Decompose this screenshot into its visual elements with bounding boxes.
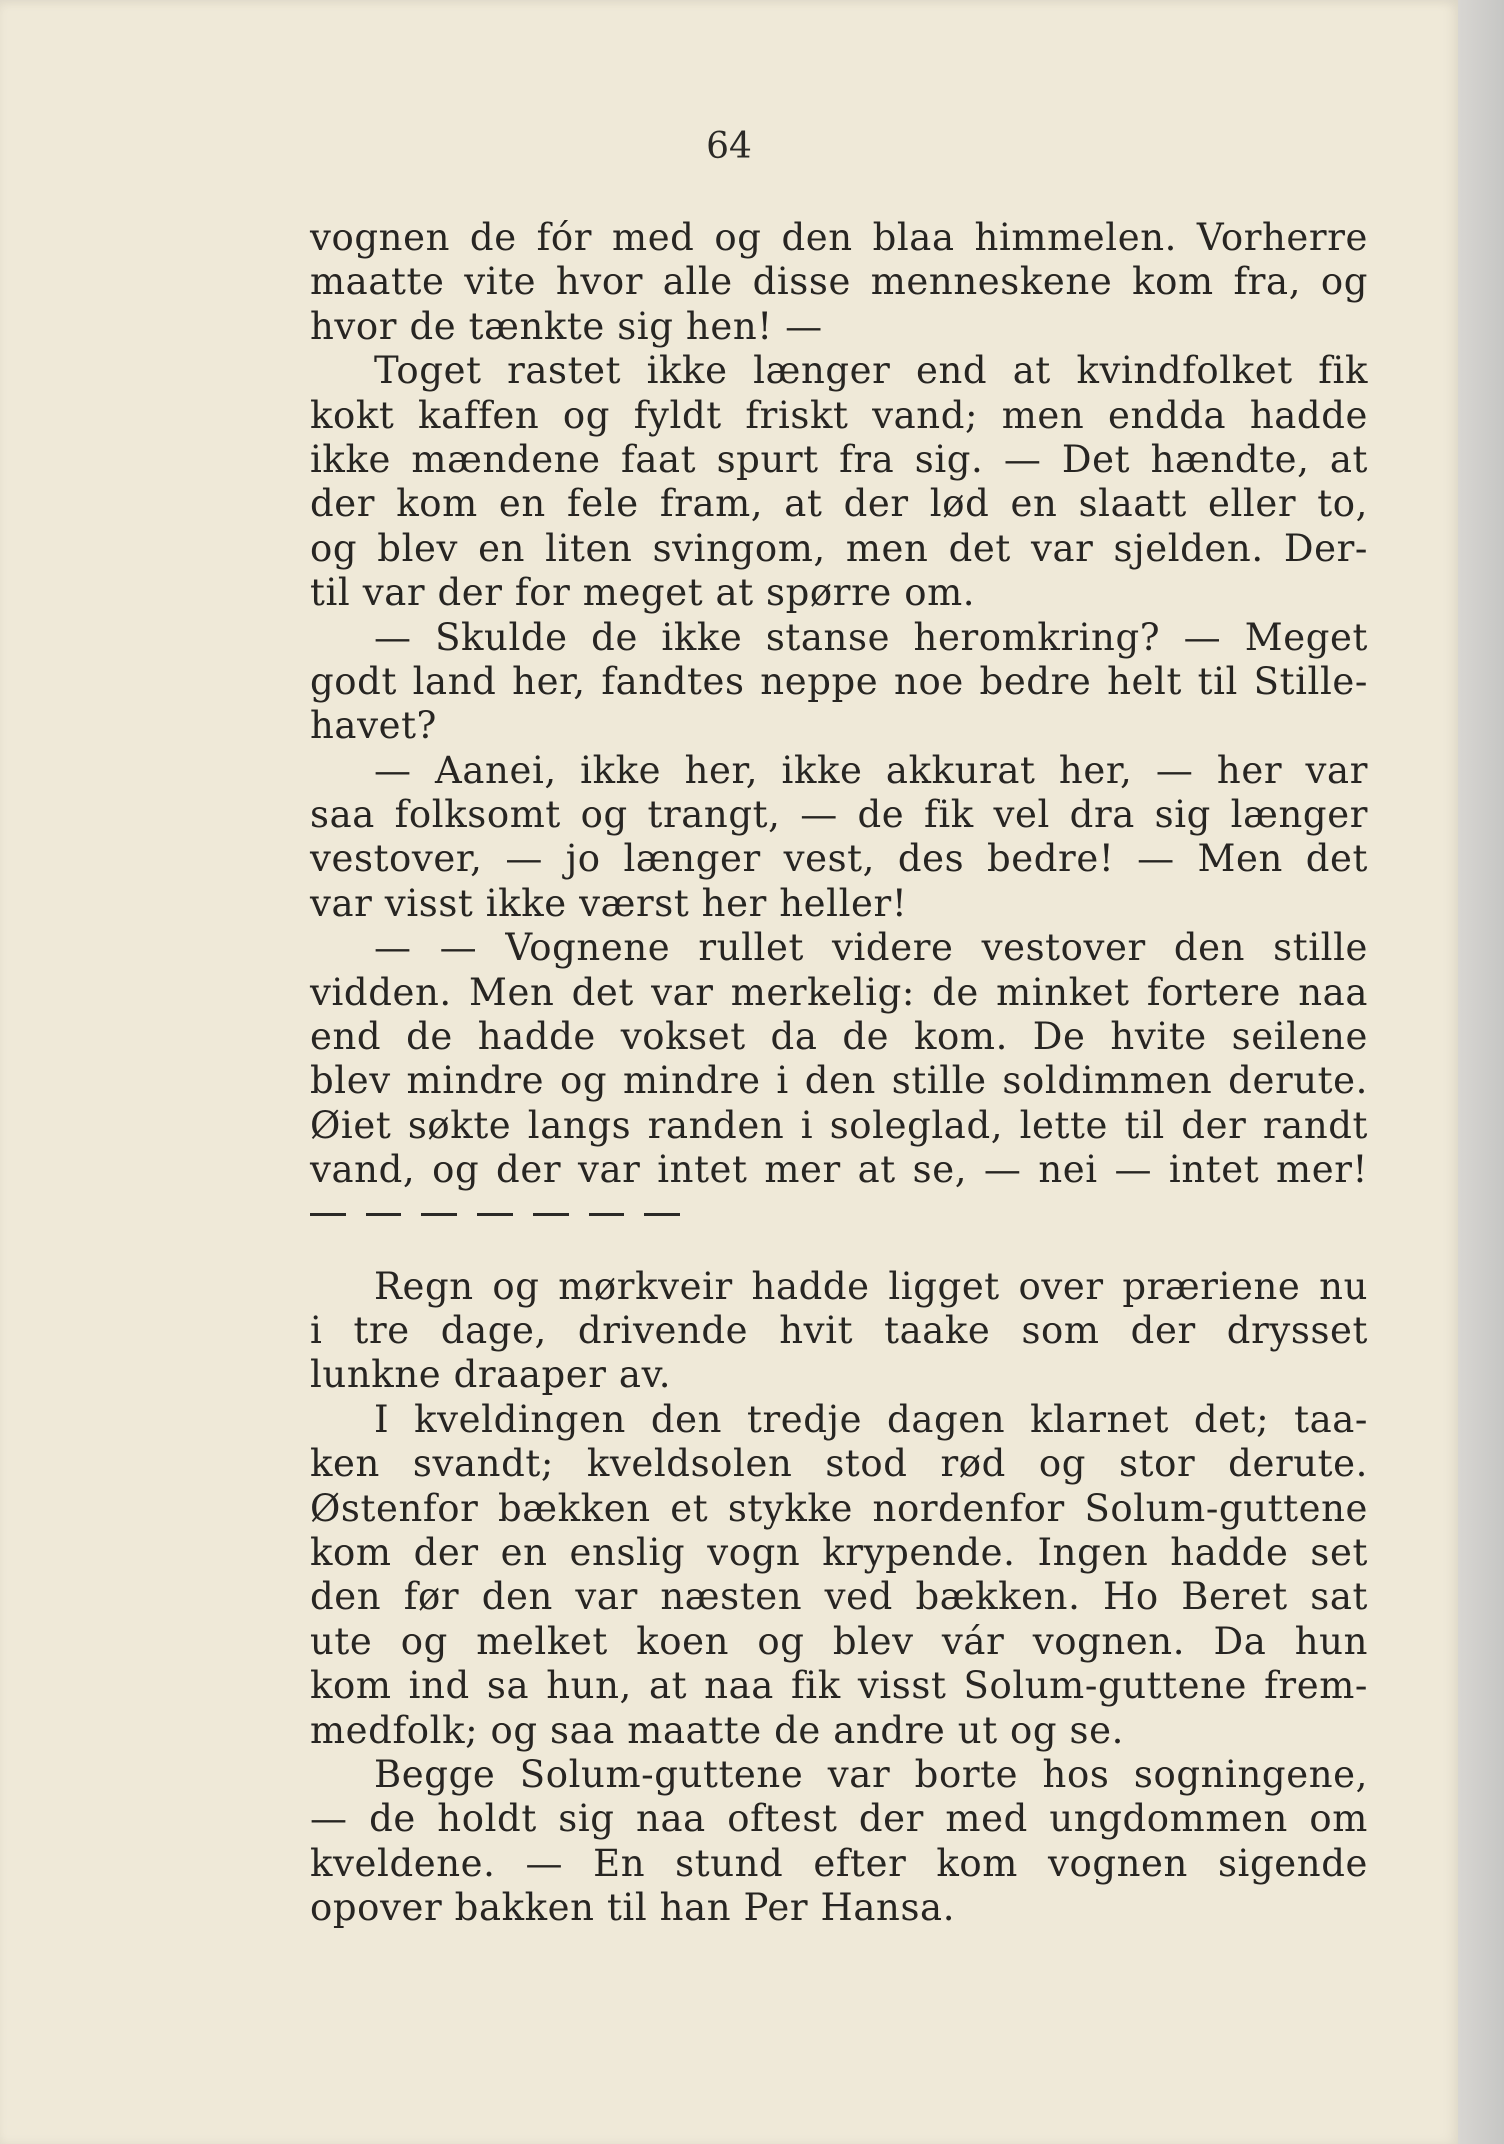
text-line: havet? xyxy=(310,704,437,748)
text-line: Øiet søkte langs randen i soleglad, lette til der randt xyxy=(310,1103,1368,1147)
text-line: den før den var næsten ved bækken. Ho Beret sat xyxy=(310,1575,1368,1619)
text-line: til var der for meget at spørre om. xyxy=(310,571,976,615)
text-line: vidden. Men det var merkelig: de minket fortere naa xyxy=(310,970,1368,1014)
text-line: Regn og mørkveir hadde ligget over præriene nu xyxy=(374,1264,1368,1308)
text-line: ute og melket koen og blev vár vognen. Da hun xyxy=(310,1619,1368,1663)
text-line: vestover, — jo længer vest, des bedre! — Men det xyxy=(310,837,1368,881)
scan-background-edge xyxy=(1458,0,1504,2144)
section-divider xyxy=(310,1213,680,1217)
text-line: var visst ikke værst her heller! xyxy=(310,881,908,925)
text-line: — Skulde de ikke stanse heromkring? — Meget xyxy=(374,615,1368,659)
text-line: blev mindre og mindre i den stille soldimmen derute. xyxy=(310,1059,1368,1103)
body-text xyxy=(310,216,1368,1930)
text-line: hvor de tænkte sig hen! — xyxy=(310,304,823,348)
text-line: der kom en fele fram, at der lød en slaatt eller to, xyxy=(310,482,1368,526)
text-line: Østenfor bækken et stykke nordenfor Solum-guttene xyxy=(310,1486,1368,1530)
text-line: lunkne draaper av. xyxy=(310,1353,672,1397)
text-line: vognen de fór med og den blaa himmelen. Vorherre xyxy=(310,216,1368,259)
text-line: saa folksomt og trangt, — de fik vel dra sig længer xyxy=(310,793,1368,837)
text-line: kokt kaffen og fyldt friskt vand; men endda hadde xyxy=(310,393,1368,437)
text-line: og blev en liten svingom, men det var sjelden. Der- xyxy=(310,526,1368,570)
text-line: kom der en enslig vogn krypende. Ingen hadde set xyxy=(310,1530,1368,1574)
text-line: kom ind sa hun, at naa fik visst Solum-guttene frem- xyxy=(310,1664,1368,1708)
text-line: end de hadde vokset da de kom. De hvite seilene xyxy=(310,1015,1368,1059)
text-line: ikke mændene faat spurt fra sig. — Det hændte, at xyxy=(310,437,1368,481)
text-line: maatte vite hvor alle disse menneskene kom fra, og xyxy=(310,260,1368,304)
text-line: — — Vognene rullet videre vestover den stille xyxy=(374,926,1368,970)
section-1 xyxy=(310,216,1368,1193)
text-line: — de holdt sig naa oftest der med ungdommen om xyxy=(310,1797,1368,1841)
section-break-space xyxy=(310,1193,1368,1265)
text-line: I kveldingen den tredje dagen klarnet det; taa- xyxy=(374,1397,1368,1441)
text-line: vand, og der var intet mer at se, — nei — intet mer! xyxy=(310,1148,1368,1192)
page-number: 64 xyxy=(706,126,752,167)
text-line: Begge Solum-guttene var borte hos sogningene, xyxy=(374,1752,1368,1796)
text-line: medfolk; og saa maatte de andre ut og se. xyxy=(310,1708,1124,1752)
text-line: Toget rastet ikke længer end at kvindfolket fik xyxy=(374,349,1368,393)
section-2 xyxy=(310,1265,1368,1931)
text-line: i tre dage, drivende hvit taake som der drysset xyxy=(310,1308,1368,1352)
text-line: godt land her, fandtes neppe noe bedre helt til Stille- xyxy=(310,659,1368,703)
text-line: — Aanei, ikke her, ikke akkurat her, — her var xyxy=(374,748,1368,792)
text-line: kveldene. — En stund efter kom vognen sigende xyxy=(310,1841,1368,1885)
text-line: ken svandt; kveldsolen stod rød og stor derute. xyxy=(310,1442,1368,1486)
text-line: opover bakken til han Per Hansa. xyxy=(310,1886,956,1930)
